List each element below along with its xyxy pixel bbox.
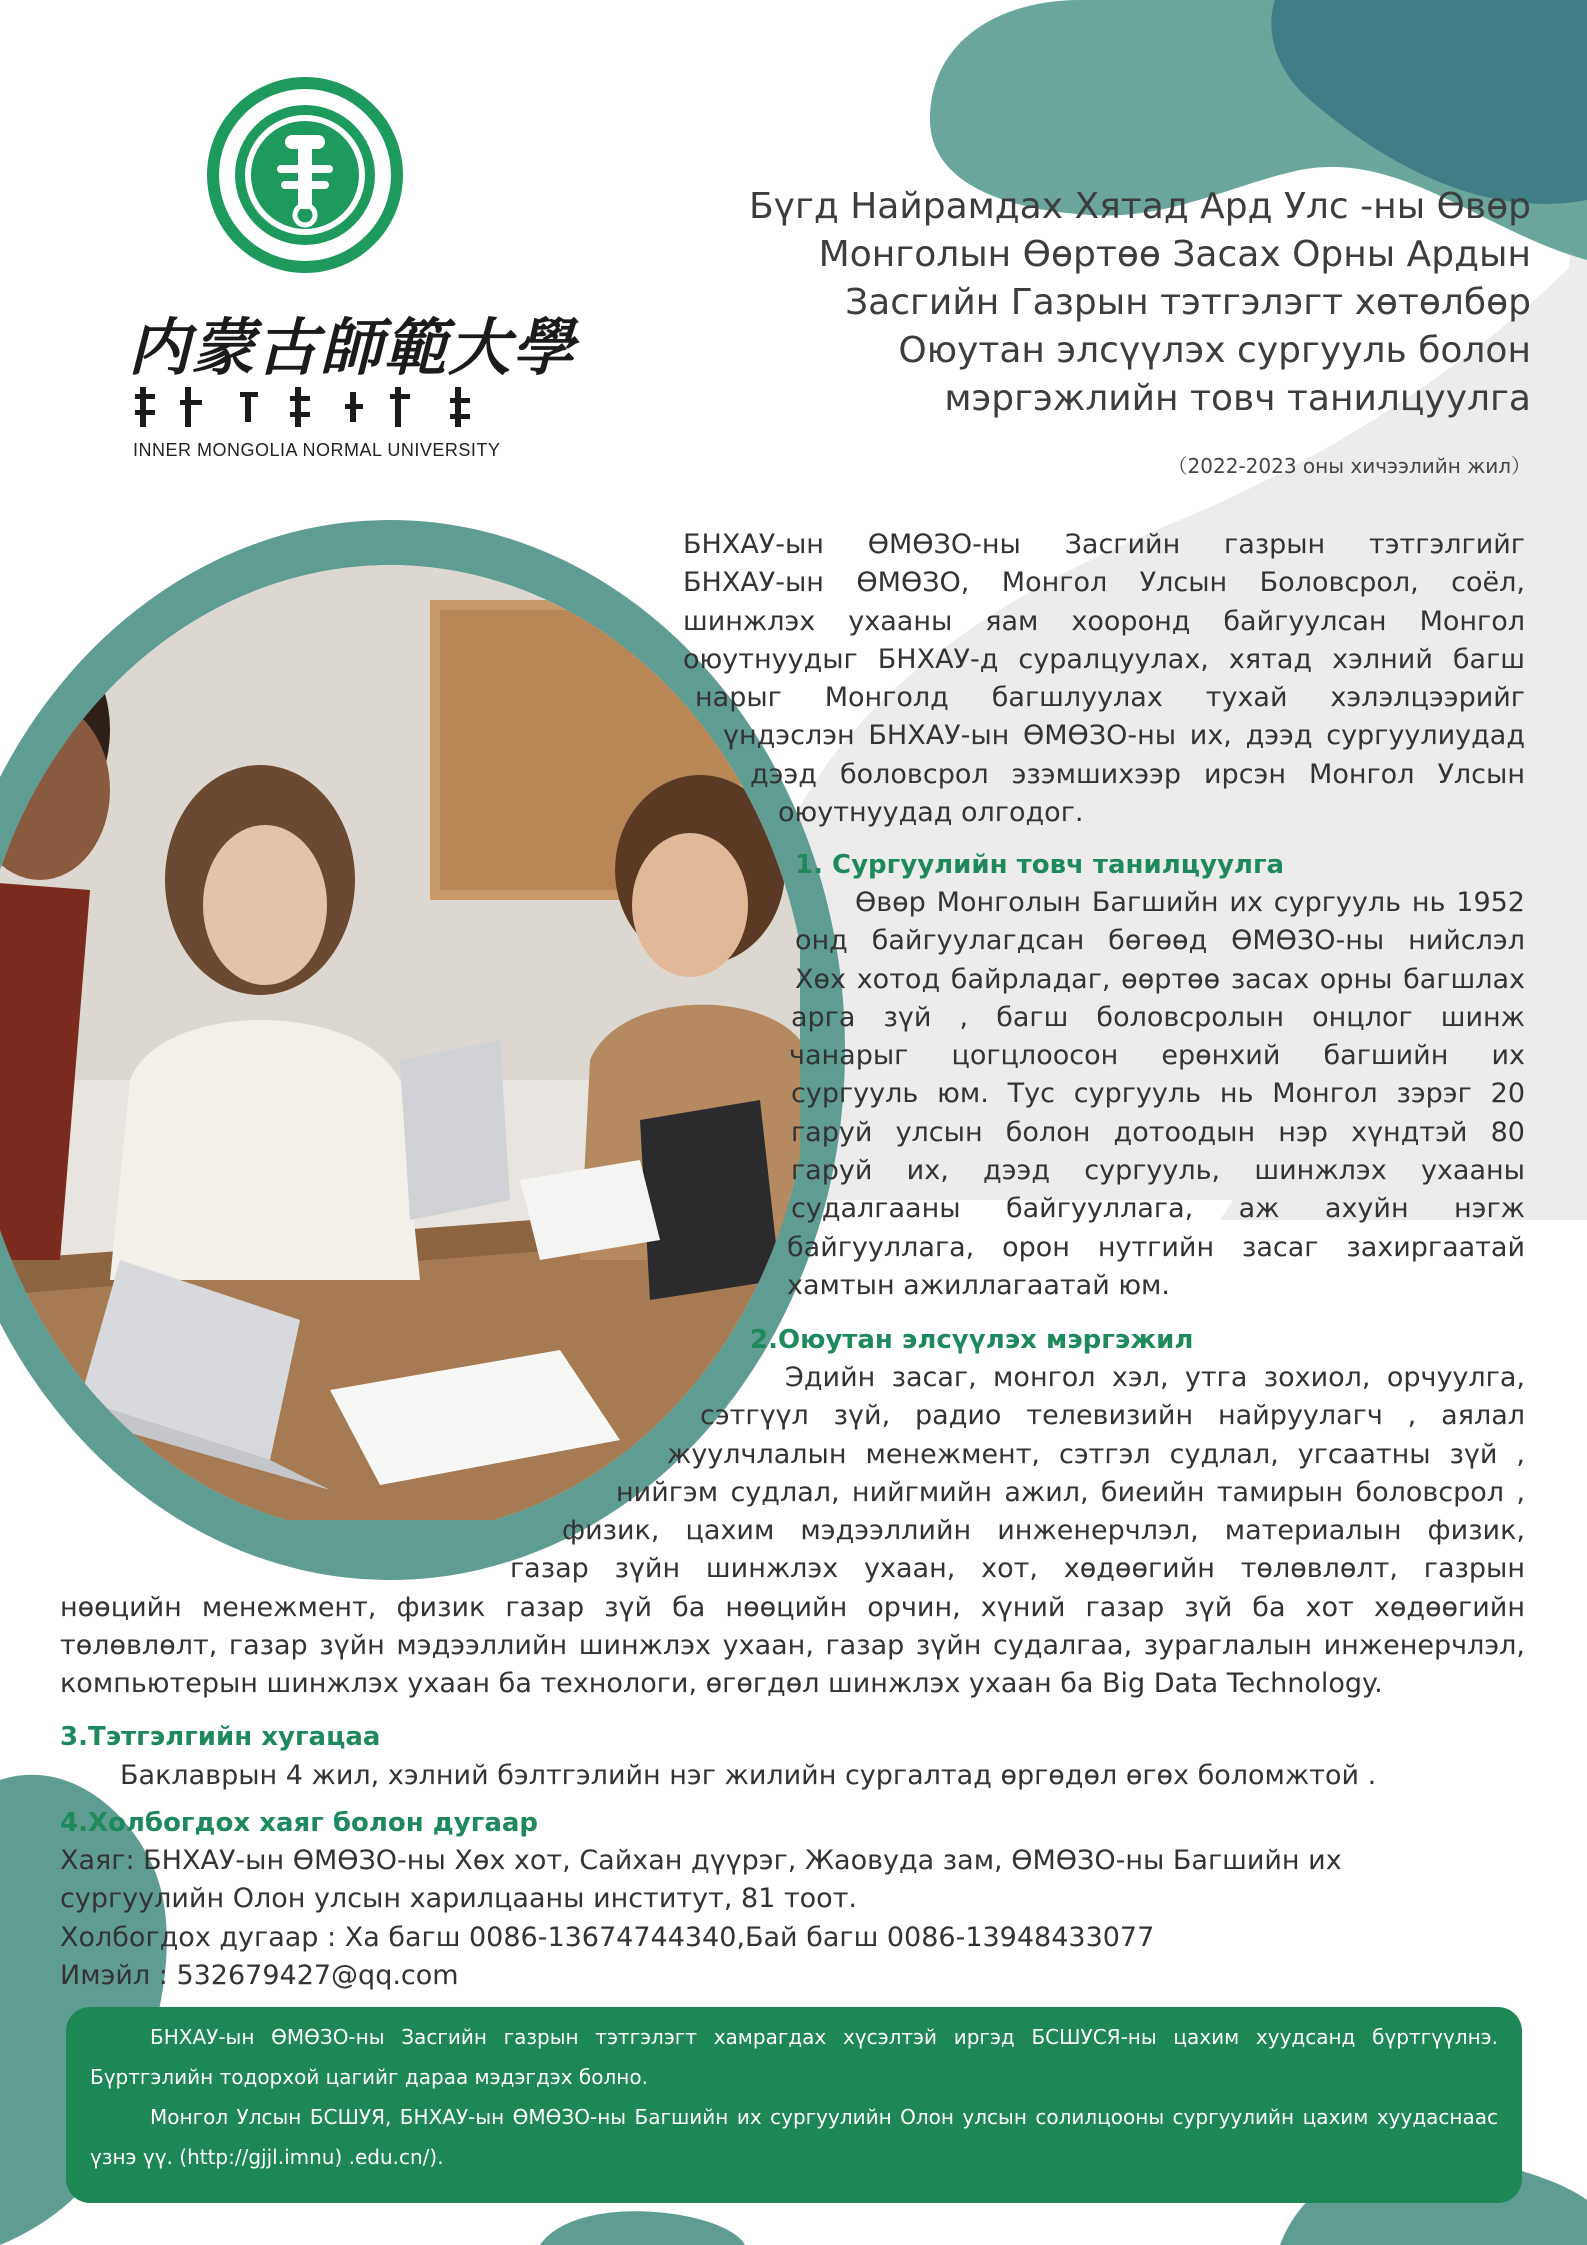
intro-line: БНХАУ-ын ӨМӨЗО-ны Засгийн газрын тэтгэлгийг — [683, 529, 1525, 560]
contact-email: Имэйл : 532679427@qq.com — [60, 1959, 459, 1991]
section2-line: нөөцийн менежмент, физик газар зүй ба нөөцийн орчин, хүний газар зүй ба хот хөдөөгийн — [60, 1591, 1525, 1623]
woman-shirt — [110, 1020, 420, 1280]
title-line: Монголын Өөртөө Засах Орны Ардын — [818, 234, 1531, 275]
section4-heading: 4.Холбогдох хаяг болон дугаар — [60, 1808, 539, 1838]
section1-line: сургууль юм. Тус сургууль нь Монгол зэрэг 20 — [791, 1078, 1525, 1110]
page-title — [671, 183, 1531, 423]
title-line: Оюутан элсүүлэх сургууль болон — [898, 330, 1531, 371]
teal-blob-top-dark — [1271, 0, 1587, 204]
section1-paragraph — [787, 884, 1525, 1305]
section1-line: гаруй улсын болон дотоодын нэр хүндтэй 80 — [791, 1116, 1525, 1148]
section1-line: судалгааны байгууллага, аж ахуйн нэгж — [791, 1193, 1525, 1225]
logo-mongolian-script — [135, 382, 485, 432]
intro-line: оюутнуудад олгодог. — [778, 797, 1084, 829]
section1-line: гаруй их, дээд сургууль, шинжлэх ухааны — [791, 1155, 1525, 1187]
university-seal-logo — [205, 75, 405, 275]
intro-line: шинжлэх ухааны яам хооронд байгуулсан Монгол — [683, 605, 1525, 637]
section2-line: жуулчлалын менежмент, сэтгэл судлал, угсаатны зүй , — [667, 1438, 1525, 1470]
intro-paragraph — [683, 526, 1525, 832]
intro-line: дээд боловсрол эзэмшихээр ирсэн Монгол Улсын — [750, 758, 1525, 790]
laptop-right — [640, 1100, 780, 1300]
logo-english-name: INNER MONGOLIA NORMAL UNIVERSITY — [133, 440, 501, 460]
section2-line: Эдийн засаг, монгол хэл, утга зохиол, орчуулга, — [785, 1362, 1525, 1393]
note-line: БНХАУ-ын ӨМӨЗО-ны Засгийн газрын тэтгэлэгт хамрагдах хүсэлтэй иргэд БСШУСЯ-ны цахим хуудсанд бүртгүүлнэ. — [150, 2025, 1498, 2049]
intro-line: нарыг Монголд багшлуулах тухай хэлэлцээрийг — [695, 682, 1525, 714]
section2-paragraph — [60, 1359, 1525, 1704]
section1-line: Хөх хотод байрладаг, өөртөө засах орны багшлах — [795, 963, 1525, 995]
section3-text: Баклаврын 4 жил, хэлний бэлтгэлийн нэг жилийн сургалтад өргөдөл өгөх боломжтой . — [120, 1760, 1377, 1791]
section1-heading: 1. Сургуулийн товч танилцуулга — [795, 850, 1285, 880]
laptop-back — [400, 1040, 510, 1220]
section1-line: онд байгуулагдсан бөгөөд ӨМӨЗО-ны нийслэл — [795, 925, 1525, 957]
section1-line: Өвөр Монголын Багшийн их сургууль нь 1952 — [855, 887, 1525, 918]
section1-line: байгууллага, орон нутгийн засаг захиргаатай — [787, 1231, 1525, 1263]
note-paragraph-2 — [90, 2097, 1498, 2177]
title-line: мэргэжлийн товч танилцуулга — [944, 378, 1531, 419]
section2-line: компьютерын шинжлэх ухаан ба технологи, өгөгдөл шинжлэх ухаан ба Big Data Technology. — [60, 1668, 1383, 1700]
contact-address-line: Хаяг: БНХАУ-ын ӨМӨЗО-ны Хөх хот, Сайхан дүүрэг, Жаовуда зам, ӨМӨЗО-ны Багшийн их — [60, 1845, 1342, 1876]
woman-face — [203, 825, 327, 985]
section2-line: газар зүйн шинжлэх ухаан, хот, хөдөөгийн төлөвлөлт, газрын — [510, 1553, 1525, 1585]
note-line: Монгол Улсын БСШУЯ, БНХАУ-ын ӨМӨЗО-ны Багшийн их сургуулийн Олон улсын солилцооны сургуулийн цахим хуудаснаас — [150, 2105, 1498, 2129]
section1-line: арга зүй , багш боловсролын онцлог шинж — [791, 1001, 1525, 1033]
academic-year: （2022-2023 оны хичээлийн жил） — [1167, 454, 1531, 478]
contact-phone: Холбогдох дугаар : Ха багш 0086-13674744340,Бай багш 0086-13948433077 — [60, 1921, 1155, 1953]
registration-note-box — [66, 2007, 1522, 2203]
section1-line: чанарыг цогцлоосон ерөнхий багшийн их — [789, 1040, 1525, 1072]
logo-chinese-name: 内蒙古師範大學 — [128, 311, 577, 384]
note-line: Бүртгэлийн тодорхой цагийг дараа мэдэгдэх болно. — [90, 2065, 648, 2089]
intro-line: БНХАУ-ын ӨМӨЗО, Монгол Улсын Боловсрол, соёл, — [683, 567, 1525, 599]
section4-contact — [60, 1842, 1520, 1995]
section2-line: төлөвлөлт, газар зүйн мэдээллийн шинжлэх ухаан, газар зүйн судалгаа, зураглалын инженерчлэл, — [60, 1630, 1525, 1662]
section3-heading: 3.Тэтгэлгийн хугацаа — [60, 1722, 381, 1752]
intro-line: үндэслэн БНХАУ-ын ӨМӨЗО-ны их, дээд сургуулиудад — [723, 720, 1525, 752]
note-paragraph-1 — [90, 2017, 1498, 2097]
intro-line: оюутнуудыг БНХАУ-д суралцуулах, хятад хэлний багш — [683, 643, 1525, 675]
section2-line: сэтгүүл зүй, радио телевизийн найруулагч , аялал — [700, 1400, 1525, 1432]
section1-line: хамтын ажиллагаатай юм. — [787, 1269, 1171, 1301]
section2-heading: 2.Оюутан элсүүлэх мэргэжил — [750, 1325, 1194, 1355]
note-link[interactable]: үзнэ үү. (http://gjjl.imnu) .edu.cn/). — [90, 2145, 444, 2169]
section2-line: физик, цахим мэдээллийн инженерчлэл, материалын физик, — [562, 1515, 1525, 1547]
contact-address-line: сургуулийн Олон улсын харилцааны институт, 81 тоот. — [60, 1883, 858, 1915]
title-line: Засгийн Газрын тэтгэлэгт хөтөлбөр — [845, 282, 1531, 323]
title-line: Бүгд Найрамдах Хятад Ард Улс -ны Өвөр — [748, 186, 1531, 227]
section2-line: нийгэм судлал, нийгмийн ажил, биеийн тамирын боловсрол , — [616, 1476, 1525, 1508]
teal-blob-bottom-mid — [540, 2211, 745, 2245]
